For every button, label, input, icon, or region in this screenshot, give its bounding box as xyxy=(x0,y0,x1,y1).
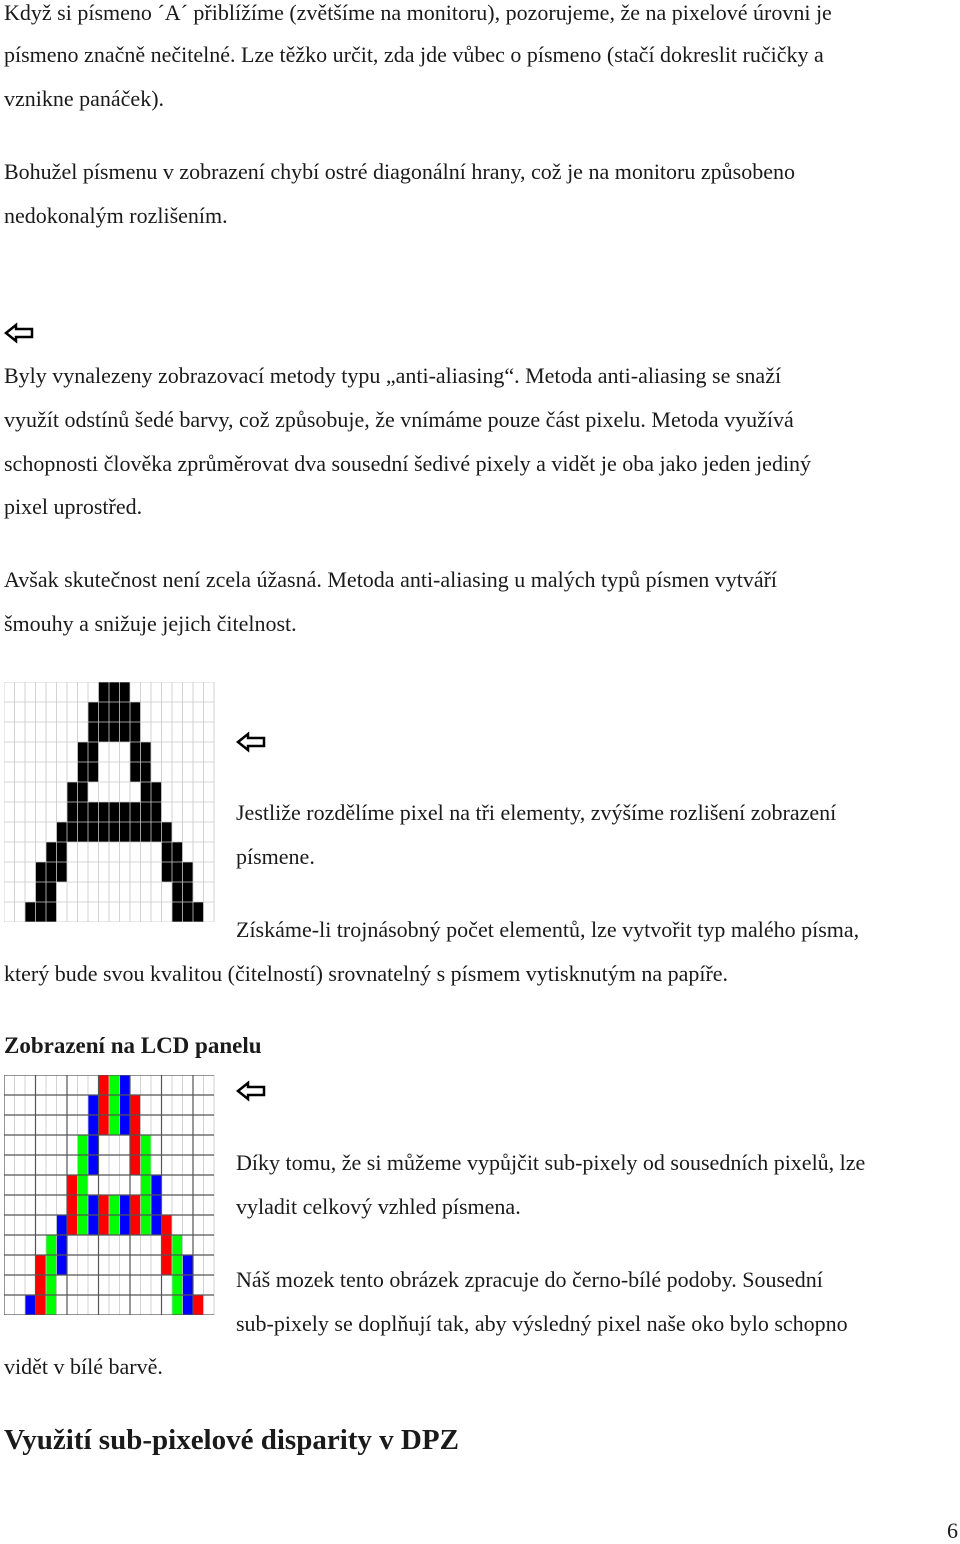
pixel-cell xyxy=(46,882,57,902)
pixel-cell xyxy=(57,842,68,862)
pixel-cell xyxy=(193,902,204,922)
pixel-cell xyxy=(36,862,47,882)
paragraph-8-line-2: sub-pixely se doplňují tak, aby výsledný pixel naše oko bylo schopno xyxy=(236,1311,848,1336)
subpixel-cell xyxy=(120,1215,131,1235)
pixel-cell xyxy=(162,842,173,862)
pixel-cell xyxy=(109,722,120,742)
subpixel-cell xyxy=(78,1175,89,1195)
subpixel-cell xyxy=(25,1295,36,1315)
subpixel-cell xyxy=(172,1275,183,1295)
pixel-cell xyxy=(99,802,110,822)
pixel-cell xyxy=(46,842,57,862)
pixel-cell xyxy=(120,702,131,722)
pixel-cell xyxy=(141,742,152,762)
subpixel-cell xyxy=(130,1155,141,1175)
subpixel-cell xyxy=(67,1175,78,1195)
pixel-cell xyxy=(172,882,183,902)
pixel-cell xyxy=(78,742,89,762)
subpixel-cell xyxy=(120,1095,131,1115)
pixel-cell xyxy=(109,702,120,722)
subpixel-cell xyxy=(120,1075,131,1095)
subpixel-cell xyxy=(57,1235,68,1255)
pixel-cell xyxy=(88,822,99,842)
subpixel-cell xyxy=(99,1195,110,1215)
pixel-cell xyxy=(130,702,141,722)
subpixel-cell xyxy=(46,1255,57,1275)
pixel-cell xyxy=(141,822,152,842)
paragraph-4-line-2: šmouhy a snižuje jejich čitelnost. xyxy=(4,611,297,636)
pixel-cell xyxy=(36,882,47,902)
subpixel-cell xyxy=(151,1195,162,1215)
pixel-cell xyxy=(109,822,120,842)
back-arrow-icon xyxy=(236,1080,266,1102)
subpixel-cell xyxy=(99,1075,110,1095)
subpixel-cell xyxy=(183,1295,194,1315)
section-heading-lcd: Zobrazení na LCD panelu xyxy=(4,1033,262,1058)
subpixel-cell xyxy=(109,1215,120,1235)
pixel-cell xyxy=(120,682,131,702)
paragraph-2-line-2: nedokonalým rozlišením. xyxy=(4,203,228,228)
subpixel-cell xyxy=(109,1075,120,1095)
subpixel-cell xyxy=(141,1195,152,1215)
pixel-cell xyxy=(120,722,131,742)
paragraph-7-line-2: vyladit celkový vzhled písmena. xyxy=(236,1194,521,1219)
section-heading-disparity: Využití sub-pixelové disparity v DPZ xyxy=(4,1424,459,1456)
subpixel-cell xyxy=(172,1295,183,1315)
subpixel-cell xyxy=(172,1255,183,1275)
subpixel-cell xyxy=(141,1155,152,1175)
paragraph-3-line-3: schopnosti člověka zprůměrovat dva sousední šedivé pixely a vidět je oba jako jeden jediný xyxy=(4,451,812,476)
subpixel-cell xyxy=(130,1115,141,1135)
pixel-cell xyxy=(88,802,99,822)
subpixel-cell xyxy=(46,1275,57,1295)
pixel-cell xyxy=(130,722,141,742)
subpixel-cell xyxy=(162,1215,173,1235)
pixel-cell xyxy=(130,762,141,782)
subpixel-cell xyxy=(46,1295,57,1315)
pixel-cell xyxy=(109,802,120,822)
pixel-cell xyxy=(78,802,89,822)
subpixel-cell xyxy=(67,1215,78,1235)
subpixel-cell xyxy=(78,1195,89,1215)
pixel-cell xyxy=(183,882,194,902)
pixel-cell xyxy=(183,902,194,922)
pixel-cell xyxy=(67,802,78,822)
pixel-cell xyxy=(88,742,99,762)
subpixel-cell xyxy=(130,1095,141,1115)
pixel-cell xyxy=(141,802,152,822)
pixel-grid-letter-a-figure xyxy=(4,682,216,922)
subpixel-cell xyxy=(151,1215,162,1235)
paragraph-4-line-1: Avšak skutečnost není zcela úžasná. Metoda anti-aliasing u malých typů písmen vytváří xyxy=(4,567,778,592)
back-arrow-icon xyxy=(4,322,34,344)
paragraph-5-line-1: Jestliže rozdělíme pixel na tři elementy, zvýšíme rozlišení zobrazení xyxy=(236,800,837,825)
subpixel-cell xyxy=(141,1175,152,1195)
pixel-cell xyxy=(67,782,78,802)
pixel-cell xyxy=(162,862,173,882)
pixel-cell xyxy=(67,822,78,842)
pixel-cell xyxy=(46,902,57,922)
pixel-cell xyxy=(88,702,99,722)
pixel-cell xyxy=(120,802,131,822)
subpixel-cell xyxy=(162,1255,173,1275)
pixel-cell xyxy=(141,762,152,782)
pixel-cell xyxy=(46,862,57,882)
subpixel-cell xyxy=(88,1195,99,1215)
subpixel-cell xyxy=(99,1215,110,1235)
paragraph-5-line-2: písmene. xyxy=(236,844,315,869)
paragraph-6-line-1: Získáme-li trojnásobný počet elementů, lze vytvořit typ malého písma, xyxy=(236,917,860,942)
pixel-cell xyxy=(172,902,183,922)
subpixel-cell xyxy=(109,1195,120,1215)
subpixel-cell xyxy=(88,1215,99,1235)
pixel-cell xyxy=(162,822,173,842)
subpixel-cell xyxy=(78,1215,89,1235)
subpixel-cell xyxy=(78,1135,89,1155)
pixel-cell xyxy=(151,802,162,822)
subpixel-cell xyxy=(36,1275,47,1295)
paragraph-1-line-2: písmeno značně nečitelné. Lze těžko určit, zda jde vůbec o písmeno (stačí dokreslit ručičky a xyxy=(4,42,824,67)
subpixel-cell xyxy=(88,1115,99,1135)
subpixel-cell xyxy=(99,1115,110,1135)
page-number: 6 xyxy=(947,1518,958,1543)
pixel-cell xyxy=(88,722,99,742)
subpixel-cell xyxy=(36,1295,47,1315)
pixel-cell xyxy=(78,822,89,842)
pixel-cell xyxy=(57,822,68,842)
back-arrow-icon xyxy=(236,731,266,753)
subpixel-cell xyxy=(141,1215,152,1235)
subpixel-cell xyxy=(88,1135,99,1155)
subpixel-cell xyxy=(57,1255,68,1275)
pixel-cell xyxy=(120,822,131,842)
subpixel-cell xyxy=(67,1195,78,1215)
subpixel-cell xyxy=(120,1195,131,1215)
paragraph-3-line-1: Byly vynalezeny zobrazovací metody typu „anti-aliasing“. Metoda anti-aliasing se snaží xyxy=(4,363,782,388)
subpixel-cell xyxy=(36,1255,47,1275)
paragraph-7-line-1: Díky tomu, že si můžeme vypůjčit sub-pixely od sousedních pixelů, lze xyxy=(236,1150,866,1175)
pixel-cell xyxy=(183,862,194,882)
subpixel-cell xyxy=(120,1115,131,1135)
pixel-cell xyxy=(99,722,110,742)
subpixel-cell xyxy=(88,1155,99,1175)
pixel-cell xyxy=(109,682,120,702)
pixel-cell xyxy=(25,902,36,922)
pixel-cell xyxy=(130,742,141,762)
subpixel-cell xyxy=(172,1235,183,1255)
subpixel-cell xyxy=(130,1135,141,1155)
subpixel-cell xyxy=(162,1235,173,1255)
subpixel-cell xyxy=(109,1115,120,1135)
subpixel-cell xyxy=(78,1155,89,1175)
subpixel-cell xyxy=(46,1235,57,1255)
pixel-cell xyxy=(78,782,89,802)
pixel-cell xyxy=(151,822,162,842)
subpixel-cell xyxy=(99,1095,110,1115)
subpixel-cell xyxy=(183,1275,194,1295)
pixel-cell xyxy=(141,782,152,802)
subpixel-cell xyxy=(183,1255,194,1275)
subpixel-cell xyxy=(193,1295,204,1315)
subpixel-cell xyxy=(151,1175,162,1195)
subpixel-cell xyxy=(130,1195,141,1215)
pixel-cell xyxy=(151,782,162,802)
paragraph-8-line-3: vidět v bílé barvě. xyxy=(4,1354,163,1379)
pixel-cell xyxy=(172,862,183,882)
subpixel-cell xyxy=(88,1095,99,1115)
pixel-cell xyxy=(88,762,99,782)
pixel-cell xyxy=(172,842,183,862)
paragraph-6-line-2: který bude svou kvalitou (čitelností) srovnatelný s písmem vytisknutým na papíře. xyxy=(4,961,729,986)
pixel-cell xyxy=(36,902,47,922)
subpixel-cell xyxy=(57,1215,68,1235)
paragraph-3-line-2: využít odstínů šedé barvy, což způsobuje, že vnímáme pouze část pixelu. Metoda využívá xyxy=(4,407,794,432)
pixel-cell xyxy=(99,822,110,842)
pixel-cell xyxy=(130,822,141,842)
paragraph-8-line-1: Náš mozek tento obrázek zpracuje do černo-bílé podoby. Sousední xyxy=(236,1267,823,1292)
paragraph-3-line-4: pixel uprostřed. xyxy=(4,494,143,519)
pixel-cell xyxy=(78,762,89,782)
pixel-cell xyxy=(57,862,68,882)
paragraph-2-line-1: Bohužel písmenu v zobrazení chybí ostré diagonální hrany, což je na monitoru způsobeno xyxy=(4,159,795,184)
subpixel-grid-letter-a-figure xyxy=(4,1075,216,1315)
pixel-cell xyxy=(99,682,110,702)
paragraph-1-line-1: Když si písmeno ´A´ přiblížíme (zvětšíme na monitoru), pozorujeme, že na pixelové úrovni je xyxy=(4,0,832,25)
subpixel-cell xyxy=(109,1095,120,1115)
paragraph-1-line-3: vznikne panáček). xyxy=(4,86,165,111)
pixel-cell xyxy=(130,802,141,822)
pixel-cell xyxy=(99,702,110,722)
subpixel-cell xyxy=(141,1135,152,1155)
subpixel-cell xyxy=(130,1215,141,1235)
